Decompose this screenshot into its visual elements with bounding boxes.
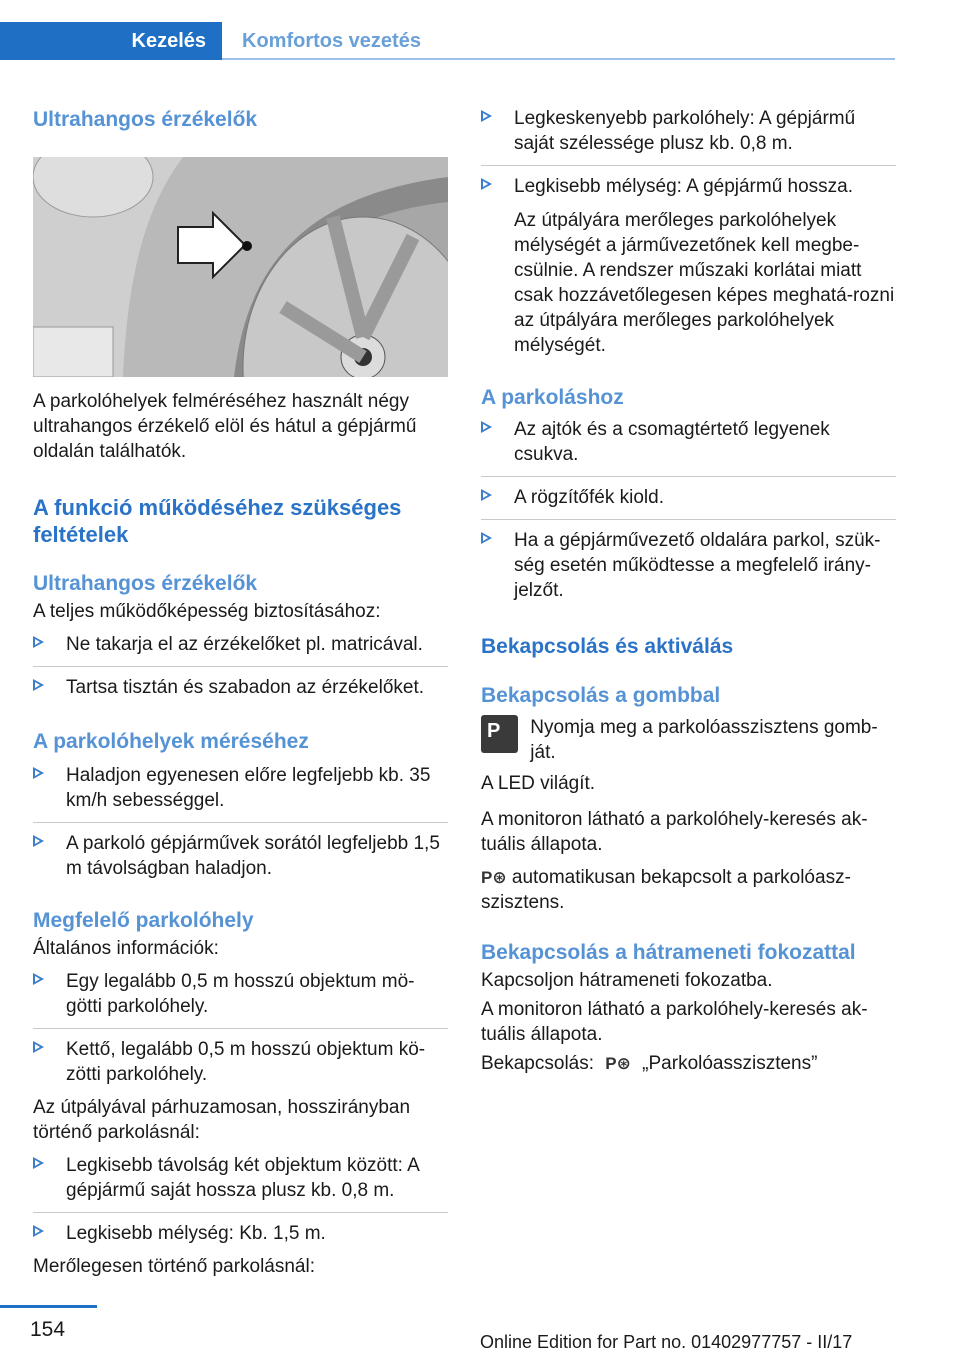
list-item: Legkeskenyebb parkolóhely: A gépjármű saját szélessége plusz kb. 0,8 m.: [481, 106, 896, 156]
park-assist-button-icon: P: [481, 715, 518, 753]
paragraph-engage-reverse: Kapcsoljon hátrameneti fokozatba.: [481, 970, 773, 991]
list-item: A rögzítőfék kiold.: [481, 476, 896, 510]
subheading-for-parking: A parkoláshoz: [481, 386, 624, 409]
subheading-ultrasonic-sensors: Ultrahangos érzékelők: [33, 572, 258, 595]
header: [0, 22, 895, 62]
paragraph-general-info: Általános információk:: [33, 938, 219, 959]
paragraph-parallel: Az útpályával párhuzamosan, hosszirányban történő parkolásnál:: [33, 1097, 411, 1143]
park-assist-icon: P⊛: [481, 868, 507, 887]
sensor-figure: [33, 157, 448, 377]
paragraph-led: A LED világít.: [481, 773, 596, 794]
left-column: [33, 96, 448, 1279]
subheading-reverse-gear: Bekapcsolás a hátrameneti fokozattal: [481, 941, 856, 964]
footer-line: [0, 1305, 97, 1308]
paragraph-depth-note: Az útpályára merőleges parkolóhelyek mélységét a járművezetőnek kell megbe-csülnie. A rendszer műszaki korlátai miatt csak hozzávetőlegesen képes meghatá-rozni az útpályára merőleges parkolóhelyek mélységét.: [514, 210, 895, 356]
list-item: A parkoló gépjárművek sorától legfeljebb 1,5 m távolságban haladjon.: [33, 822, 448, 881]
list-parallel: [33, 1153, 448, 1246]
page-number: 154: [30, 1318, 66, 1341]
list-item: Legkisebb mélység: Kb. 1,5 m.: [33, 1212, 448, 1246]
paragraph-activation: Bekapcsolás: P⊛ „Parkolóasszisztens”: [481, 1053, 818, 1074]
heading-switch-on: Bekapcsolás és aktiválás: [481, 635, 734, 658]
edition-footer: Online Edition for Part no. 01402977757 - II/17: [480, 1332, 853, 1352]
car-wheel-illustration: [33, 157, 448, 377]
subheading-suitable-space: Megfelelő parkolóhely: [33, 909, 254, 932]
list-item: Haladjon egyenesen előre legfeljebb kb. 35 km/h sebességgel.: [33, 763, 448, 813]
paragraph-press-button: Nyomja meg a parkolóasszisztens gomb-ját.: [530, 717, 878, 763]
list-item: Egy legalább 0,5 m hosszú objektum mö-götti parkolóhely.: [33, 969, 448, 1019]
list-item: Legkisebb mélység: A gépjármű hossza.: [481, 165, 896, 199]
header-divider: [222, 58, 895, 60]
paragraph-monitor-status: A monitoron látható a parkolóhely-keresés ak-tuális állapota.: [481, 809, 868, 855]
tab-komfortos-vezetes[interactable]: Komfortos vezetés: [242, 29, 421, 52]
paragraph-monitor-status-2: A monitoron látható a parkolóhely-keresés ak-tuális állapota.: [481, 999, 868, 1045]
list-item: Tartsa tisztán és szabadon az érzékelőket.: [33, 666, 448, 700]
list-measuring: [33, 763, 448, 881]
figure-caption: A parkolóhelyek felméréséhez használt négy ultrahangos érzékelő elöl és hátul a gépjármű oldalán találhatók.: [33, 391, 417, 462]
list-item: Legkisebb távolság két objektum között: A gépjármű saját hossza plusz kb. 0,8 m.: [33, 1153, 448, 1203]
heading-requirements: A funkció működéséhez szükséges feltételek: [33, 495, 402, 547]
paragraph-auto-on: P⊛ automatikusan bekapcsolt a parkolóasz-szisztens.: [481, 867, 851, 913]
paragraph-perpendicular: Merőlegesen történő parkolásnál:: [33, 1256, 316, 1277]
tab-kezeles[interactable]: Kezelés: [0, 22, 222, 60]
park-assist-icon: P⊛: [605, 1054, 631, 1073]
list-sensor-care: [33, 632, 448, 700]
list-item: Ha a gépjárművezető oldalára parkol, szük-ség esetén működtesse a megfelelő irány-jelzőt.: [481, 519, 896, 603]
paragraph-full-function: A teljes működőképesség biztosításához:: [33, 601, 381, 622]
heading-ultrasonic-sensors: Ultrahangos érzékelők: [33, 108, 258, 131]
list-for-parking: [481, 417, 896, 603]
right-column: [481, 96, 896, 1076]
list-item: Az ajtók és a csomagtértető legyenek csukva.: [481, 417, 896, 467]
list-general: [33, 969, 448, 1087]
list-item: Kettő, legalább 0,5 m hosszú objektum kö-zötti parkolóhely.: [33, 1028, 448, 1087]
list-item: Ne takarja el az érzékelőket pl. matricával.: [33, 632, 448, 657]
subheading-button: Bekapcsolás a gombbal: [481, 684, 721, 707]
button-instruction: [481, 715, 896, 765]
list-perpendicular: [481, 106, 896, 199]
subheading-measuring: A parkolóhelyek méréséhez: [33, 730, 309, 753]
